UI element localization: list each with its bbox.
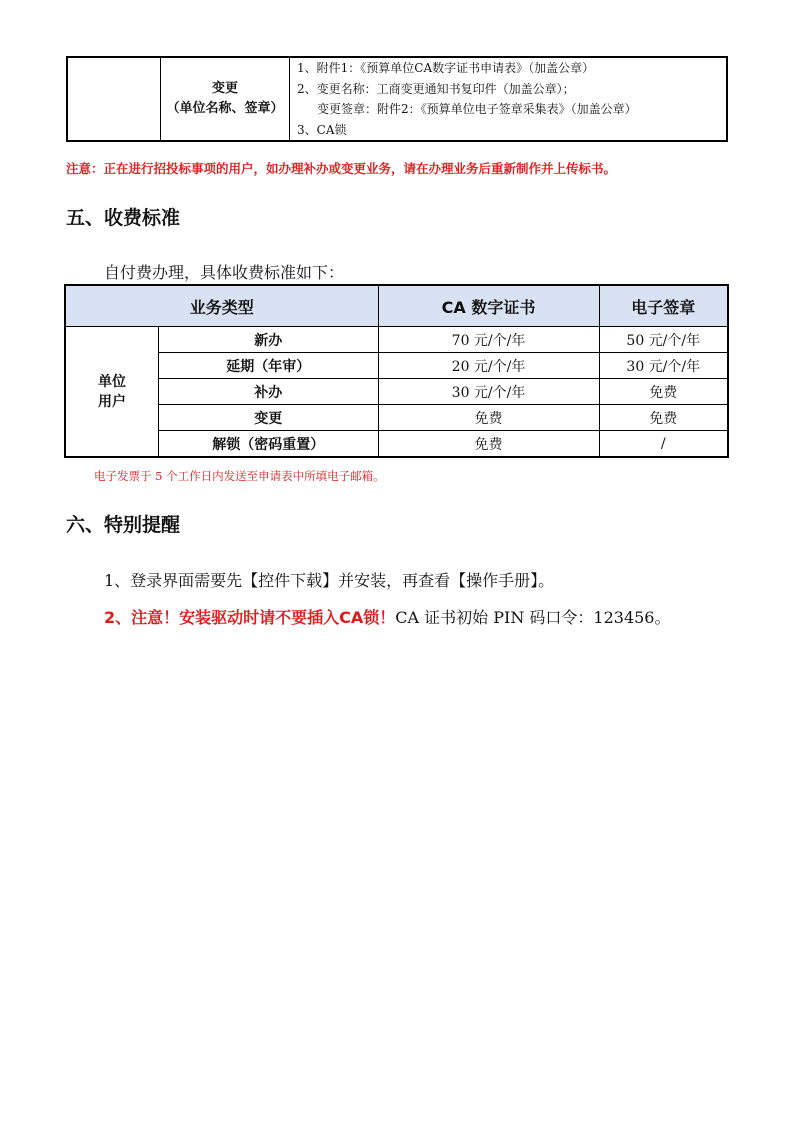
- fee-table: [64, 284, 729, 458]
- fee-intro: 自付费办理，具体收费标准如下：: [104, 263, 345, 282]
- row-ca-fee: 30 元/个/年: [378, 379, 599, 405]
- reminder-item-1: 1、登录界面需要先【控件下载】并安装，再查看【操作手册】。: [104, 571, 555, 590]
- reminder-item-2: [104, 605, 671, 628]
- material-item: 3、CA锁: [297, 122, 347, 137]
- row-type: 补办: [159, 379, 379, 405]
- row-ca-fee: 免费: [378, 431, 599, 458]
- pin-info: CA 证书初始 PIN 码口令：123456。: [395, 608, 671, 627]
- section5-heading: 五、收费标准: [66, 207, 181, 229]
- table-row: [65, 405, 728, 431]
- driver-warning: 2、注意！安装驱动时请不要插入CA锁！: [104, 608, 396, 627]
- material-item: 1、附件1：《预算单位CA数字证书申请表》（加盖公章）: [297, 61, 595, 75]
- header-e-seal: 电子签章: [599, 285, 728, 327]
- user-type-line2: 用户: [98, 393, 126, 410]
- row-seal-fee: /: [599, 431, 728, 458]
- invoice-note: 电子发票于 5 个工作日内发送至申请表中所填电子邮箱。: [94, 469, 385, 483]
- row-type: 变更: [159, 405, 379, 431]
- row-seal-fee: 30 元/个/年: [599, 353, 728, 379]
- row-type: 解锁（密码重置）: [159, 431, 379, 458]
- row-type: 新办: [159, 327, 379, 353]
- material-item: 变更签章：附件2：《预算单位电子签章采集表》（加盖公章）: [317, 102, 637, 116]
- header-ca-certificate: CA 数字证书: [378, 285, 599, 327]
- change-subtitle: （单位名称、签章）: [166, 101, 284, 116]
- fee-table-header: [65, 285, 728, 327]
- change-title: 变更: [211, 81, 238, 96]
- table-row: [65, 327, 728, 353]
- material-item: 2、变更名称：工商变更通知书复印件（加盖公章）；: [297, 81, 575, 96]
- change-title-cell: [161, 57, 290, 141]
- row-ca-fee: 20 元/个/年: [378, 353, 599, 379]
- row-ca-fee: 免费: [378, 405, 599, 431]
- user-type-cell: [65, 327, 159, 458]
- change-requirements-table: [66, 56, 728, 142]
- table-row: [65, 379, 728, 405]
- change-materials-cell: [290, 57, 728, 141]
- bidding-notice: 注意：正在进行招投标事项的用户，如办理补办或变更业务，请在办理业务后重新制作并上传标书。: [66, 161, 617, 176]
- row-seal-fee: 50 元/个/年: [599, 327, 728, 353]
- row-ca-fee: 70 元/个/年: [378, 327, 599, 353]
- header-business-type: 业务类型: [65, 285, 378, 327]
- row-seal-fee: 免费: [599, 405, 728, 431]
- user-type-line1: 单位: [98, 373, 126, 390]
- section6-heading: 六、特别提醒: [66, 514, 181, 536]
- table-row: [65, 431, 728, 458]
- table-row: [65, 353, 728, 379]
- row-type: 延期（年审）: [159, 353, 379, 379]
- empty-category-cell: [67, 57, 161, 141]
- row-seal-fee: 免费: [599, 379, 728, 405]
